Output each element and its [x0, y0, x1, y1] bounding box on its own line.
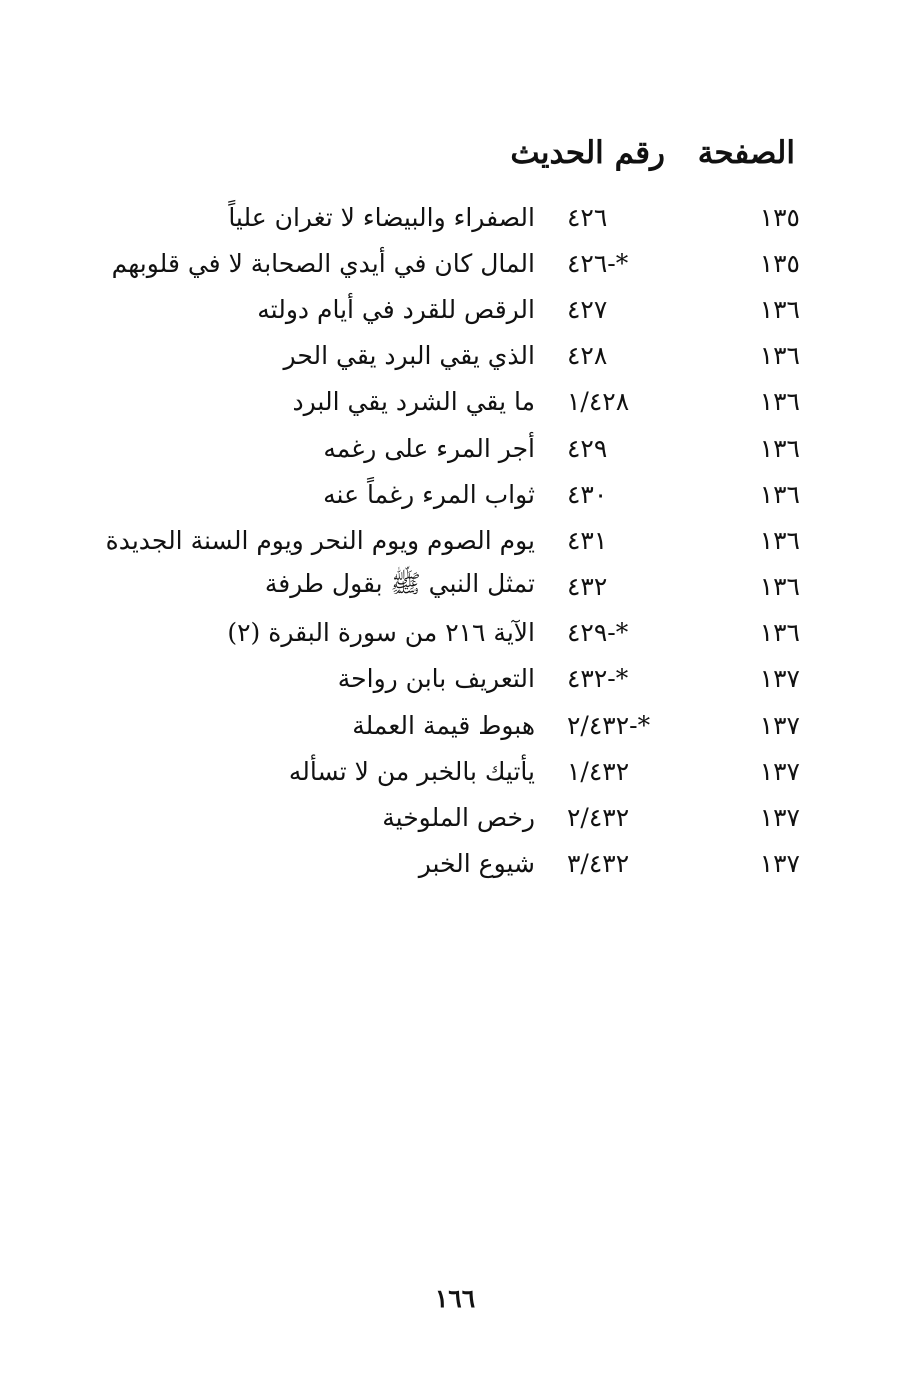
page-cell: ١٣٥	[759, 202, 800, 232]
hadith-number-cell: ٤٢٩-*	[567, 618, 629, 648]
page-cell: ١٣٦	[759, 572, 800, 602]
hadith-number-cell: ٤٢٦-*	[567, 248, 629, 278]
table-header	[510, 128, 795, 178]
hadith-number-cell: ٤٢٩	[567, 433, 608, 463]
title-cell: رخص الملوخية	[382, 803, 535, 833]
title-cell: يوم الصوم ويوم النحر ويوم السنة الجديدة	[105, 525, 535, 555]
page-cell: ١٣٧	[759, 756, 800, 786]
title-cell: الذي يقي البرد يقي الحر	[283, 341, 535, 371]
page-cell: ١٣٦	[759, 433, 800, 463]
title-cell: شيوع الخبر	[418, 849, 535, 879]
table-row	[80, 748, 800, 794]
hadith-number-cell: ٢/٤٣٢-*	[567, 710, 651, 740]
hadith-number-cell: ٢/٤٣٢	[567, 803, 630, 833]
table-row	[80, 194, 800, 240]
hadith-number-cell: ٤٣٢-*	[567, 664, 629, 694]
table-row	[80, 841, 800, 887]
page-cell: ١٣٧	[759, 710, 800, 740]
table-row	[80, 794, 800, 840]
page-cell: ١٣٥	[759, 248, 800, 278]
title-cell: أجر المرء على رغمه	[323, 433, 535, 463]
title-cell: تمثل النبي ﷺ بقول طرفة	[264, 569, 535, 599]
title-cell: ثواب المرء رغماً عنه	[323, 479, 535, 509]
table-row	[80, 517, 800, 563]
hadith-number-cell: ٤٣٠	[567, 479, 608, 509]
table-row	[80, 379, 800, 425]
page-cell: ١٣٦	[759, 341, 800, 371]
hadith-number-cell: ١/٤٢٨	[567, 387, 630, 417]
page-cell: ١٣٦	[759, 525, 800, 555]
page-cell: ١٣٦	[759, 294, 800, 324]
hadith-number-cell: ٤٢٧	[567, 294, 608, 324]
title-cell: يأتيك بالخبر من لا تسأله	[288, 756, 535, 786]
table-row	[80, 610, 800, 656]
page-cell: ١٣٧	[759, 803, 800, 833]
hadith-number-column-header: رقم الحديث	[510, 135, 665, 171]
table-row	[80, 286, 800, 332]
table-row	[80, 656, 800, 702]
hadith-number-cell: ٤٢٦	[567, 202, 608, 232]
table-row	[80, 702, 800, 748]
page-column-header: الصفحة	[697, 135, 795, 171]
page-cell: ١٣٦	[759, 479, 800, 509]
table-row	[80, 240, 800, 286]
page-number: ١٦٦	[434, 1284, 476, 1313]
title-cell: ما يقي الشرد يقي البرد	[292, 387, 535, 417]
title-cell: التعريف بابن رواحة	[337, 664, 535, 694]
table-row	[80, 564, 800, 610]
page-cell: ١٣٦	[759, 387, 800, 417]
hadith-number-cell: ١/٤٣٢	[567, 756, 630, 786]
page-cell: ١٣٧	[759, 849, 800, 879]
page-cell: ١٣٧	[759, 664, 800, 694]
title-cell: الصفراء والبيضاء لا تغران علياً	[228, 202, 535, 232]
title-cell: المال كان في أيدي الصحابة لا في قلوبهم	[111, 248, 535, 278]
table-row	[80, 333, 800, 379]
hadith-number-cell: ٤٣١	[567, 525, 608, 555]
index-table	[80, 194, 800, 887]
table-row	[80, 471, 800, 517]
hadith-number-cell: ٣/٤٣٢	[567, 849, 630, 879]
hadith-number-cell: ٤٢٨	[567, 341, 608, 371]
title-cell: هبوط قيمة العملة	[352, 710, 535, 740]
page-cell: ١٣٦	[759, 618, 800, 648]
title-cell: الرقص للقرد في أيام دولته	[257, 294, 535, 324]
hadith-number-cell: ٤٣٢	[567, 572, 608, 602]
title-cell: الآية ٢١٦ من سورة البقرة (٢)	[227, 618, 535, 648]
table-row	[80, 425, 800, 471]
